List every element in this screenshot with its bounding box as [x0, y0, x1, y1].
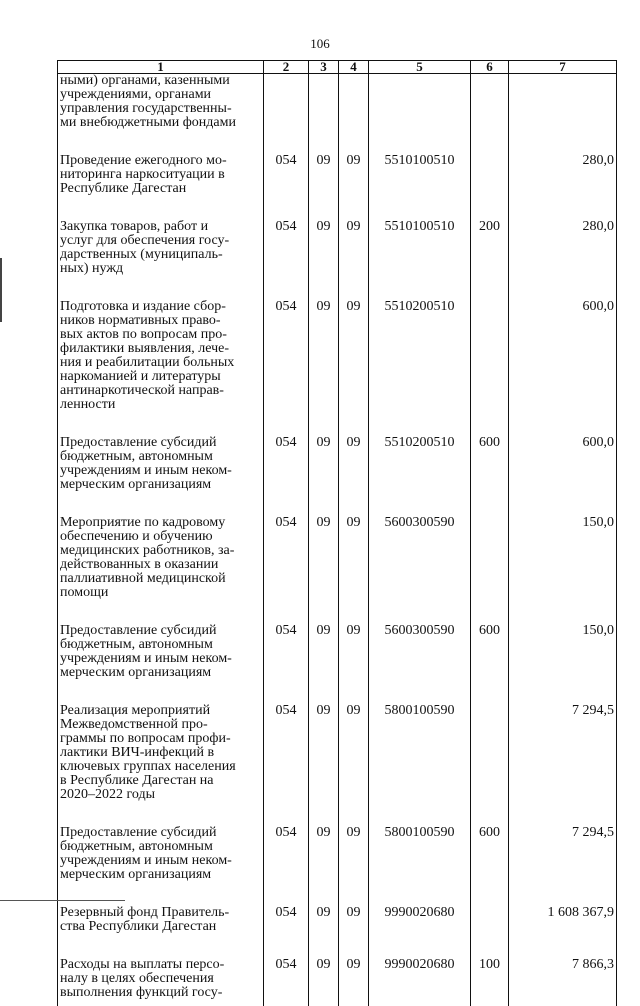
item-name-line: учреждениями, органами — [60, 88, 258, 102]
subsection-cell: 09 — [339, 300, 369, 436]
target-item-cell: 5510200510 — [369, 300, 471, 436]
subsection-cell: 09 — [339, 826, 369, 906]
item-name-line: Закупка товаров, работ и — [60, 220, 258, 234]
item-name-line: ния и реабилитации больных — [60, 356, 258, 370]
section-cell: 09 — [309, 220, 339, 300]
item-name-line: бюджетным, автономным — [60, 840, 258, 854]
gov-code-cell: 054 — [264, 436, 309, 516]
expense-type-cell: 100 — [471, 958, 509, 1006]
item-name-line: ников нормативных право- — [60, 314, 258, 328]
subsection-cell: 09 — [339, 220, 369, 300]
table-row — [58, 74, 617, 155]
subsection-cell: 09 — [339, 958, 369, 1006]
item-name-line: Предоставление субсидий — [60, 624, 258, 638]
item-name-line: Проведение ежегодного мо- — [60, 154, 258, 168]
target-item-cell: 5800100590 — [369, 826, 471, 906]
section-cell: 09 — [309, 826, 339, 906]
page-number: 106 — [0, 36, 640, 52]
item-name-line: бюджетным, автономным — [60, 638, 258, 652]
table-row — [58, 220, 617, 300]
column-header: 1 — [58, 61, 264, 74]
column-header: 4 — [339, 61, 369, 74]
expense-type-cell — [471, 906, 509, 958]
target-item-cell: 5600300590 — [369, 516, 471, 624]
item-name-line: Межведомственной про- — [60, 718, 258, 732]
amount-cell: 600,0 — [509, 300, 617, 436]
item-name-line: филактики выявления, лече- — [60, 342, 258, 356]
item-name-line: обеспечению и обучению — [60, 530, 258, 544]
column-header: 3 — [309, 61, 339, 74]
table-row — [58, 704, 617, 826]
amount-cell: 7 294,5 — [509, 826, 617, 906]
gov-code-cell: 054 — [264, 220, 309, 300]
table-row — [58, 624, 617, 704]
item-name-cell — [58, 436, 264, 516]
target-item-cell: 5600300590 — [369, 624, 471, 704]
amount-cell: 280,0 — [509, 220, 617, 300]
table-row — [58, 436, 617, 516]
column-header: 7 — [509, 61, 617, 74]
margin-mark — [0, 258, 2, 322]
gov-code-cell: 054 — [264, 624, 309, 704]
amount-cell: 280,0 — [509, 154, 617, 220]
item-name-cell — [58, 958, 264, 1006]
item-name-line: ключевых группах населения — [60, 760, 258, 774]
gov-code-cell: 054 — [264, 826, 309, 906]
gov-code-cell — [264, 74, 309, 155]
table-row — [58, 906, 617, 958]
table-body — [58, 74, 617, 1006]
item-name-cell — [58, 906, 264, 958]
item-name-line: учреждениям и иным неком- — [60, 464, 258, 478]
item-name-line: ниторинга наркоситуации в — [60, 168, 258, 182]
expense-type-cell — [471, 154, 509, 220]
table-row — [58, 300, 617, 436]
budget-table — [57, 60, 617, 1006]
item-name-line: Реализация мероприятий — [60, 704, 258, 718]
item-name-line: вых актов по вопросам про- — [60, 328, 258, 342]
section-cell: 09 — [309, 906, 339, 958]
section-cell: 09 — [309, 436, 339, 516]
item-name-cell — [58, 300, 264, 436]
expense-type-cell: 600 — [471, 624, 509, 704]
table-row — [58, 154, 617, 220]
target-item-cell: 5800100590 — [369, 704, 471, 826]
amount-cell: 7 866,3 — [509, 958, 617, 1006]
target-item-cell — [369, 74, 471, 155]
header-row — [58, 61, 617, 74]
subsection-cell: 09 — [339, 516, 369, 624]
target-item-cell: 5510200510 — [369, 436, 471, 516]
target-item-cell: 5510100510 — [369, 154, 471, 220]
gov-code-cell: 054 — [264, 516, 309, 624]
item-name-line: услуг для обеспечения госу- — [60, 234, 258, 248]
amount-cell: 150,0 — [509, 516, 617, 624]
section-cell: 09 — [309, 624, 339, 704]
item-name-line: Мероприятие по кадровому — [60, 516, 258, 530]
item-name-line: 2020–2022 годы — [60, 788, 258, 802]
gov-code-cell: 054 — [264, 154, 309, 220]
amount-cell — [509, 74, 617, 155]
item-name-line: Республике Дагестан — [60, 182, 258, 196]
section-cell: 09 — [309, 704, 339, 826]
subsection-cell: 09 — [339, 436, 369, 516]
item-name-line: паллиативной медицинской — [60, 572, 258, 586]
item-name-cell — [58, 74, 264, 155]
expense-type-cell: 200 — [471, 220, 509, 300]
amount-cell: 7 294,5 — [509, 704, 617, 826]
expense-type-cell — [471, 74, 509, 155]
item-name-line: бюджетным, автономным — [60, 450, 258, 464]
subsection-cell: 09 — [339, 154, 369, 220]
target-item-cell: 9990020680 — [369, 906, 471, 958]
item-name-line: медицинских работников, за- — [60, 544, 258, 558]
gov-code-cell: 054 — [264, 300, 309, 436]
item-name-cell — [58, 624, 264, 704]
item-name-line: ства Республики Дагестан — [60, 920, 258, 934]
item-name-line: ми внебюджетными фондами — [60, 116, 258, 130]
column-header: 2 — [264, 61, 309, 74]
item-name-line: мерческим организациям — [60, 868, 258, 882]
amount-cell: 600,0 — [509, 436, 617, 516]
item-name-line: управления государственны- — [60, 102, 258, 116]
item-name-line: мерческим организациям — [60, 478, 258, 492]
item-name-line: дарственных (муниципаль- — [60, 248, 258, 262]
subsection-cell — [339, 74, 369, 155]
table-row — [58, 958, 617, 1006]
section-cell: 09 — [309, 154, 339, 220]
item-name-line: Предоставление субсидий — [60, 826, 258, 840]
item-name-cell — [58, 220, 264, 300]
item-name-line: Расходы на выплаты персо- — [60, 958, 258, 972]
item-name-line: учреждениям и иным неком- — [60, 854, 258, 868]
expense-type-cell — [471, 704, 509, 826]
item-name-line: лактики ВИЧ-инфекций в — [60, 746, 258, 760]
item-name-line: Подготовка и издание сбор- — [60, 300, 258, 314]
item-name-line: помощи — [60, 586, 258, 600]
item-name-line: в Республике Дагестан на — [60, 774, 258, 788]
gov-code-cell: 054 — [264, 906, 309, 958]
expense-type-cell: 600 — [471, 826, 509, 906]
subsection-cell: 09 — [339, 906, 369, 958]
table-row — [58, 826, 617, 906]
column-header: 5 — [369, 61, 471, 74]
item-name-line: ными) органами, казенными — [60, 74, 258, 88]
column-header: 6 — [471, 61, 509, 74]
footnote-rule — [0, 900, 125, 901]
item-name-cell — [58, 154, 264, 220]
item-name-line: выполнения функций госу- — [60, 986, 258, 1000]
subsection-cell: 09 — [339, 704, 369, 826]
item-name-cell — [58, 516, 264, 624]
item-name-line: действованных в оказании — [60, 558, 258, 572]
target-item-cell: 9990020680 — [369, 958, 471, 1006]
subsection-cell: 09 — [339, 624, 369, 704]
section-cell: 09 — [309, 958, 339, 1006]
item-name-cell — [58, 704, 264, 826]
item-name-line: налу в целях обеспечения — [60, 972, 258, 986]
item-name-line: Резервный фонд Правитель- — [60, 906, 258, 920]
item-name-line: учреждениям и иным неком- — [60, 652, 258, 666]
gov-code-cell: 054 — [264, 958, 309, 1006]
item-name-line: Предоставление субсидий — [60, 436, 258, 450]
expense-type-cell — [471, 516, 509, 624]
item-name-line: ленности — [60, 398, 258, 412]
item-name-line: наркоманией и литературы — [60, 370, 258, 384]
item-name-line: ных) нужд — [60, 262, 258, 276]
item-name-line: мерческим организациям — [60, 666, 258, 680]
expense-type-cell — [471, 300, 509, 436]
section-cell — [309, 74, 339, 155]
target-item-cell: 5510100510 — [369, 220, 471, 300]
amount-cell: 1 608 367,9 — [509, 906, 617, 958]
section-cell: 09 — [309, 300, 339, 436]
section-cell: 09 — [309, 516, 339, 624]
table-row — [58, 516, 617, 624]
item-name-line: антинаркотической направ- — [60, 384, 258, 398]
expense-type-cell: 600 — [471, 436, 509, 516]
amount-cell: 150,0 — [509, 624, 617, 704]
item-name-line: граммы по вопросам профи- — [60, 732, 258, 746]
gov-code-cell: 054 — [264, 704, 309, 826]
item-name-cell — [58, 826, 264, 906]
